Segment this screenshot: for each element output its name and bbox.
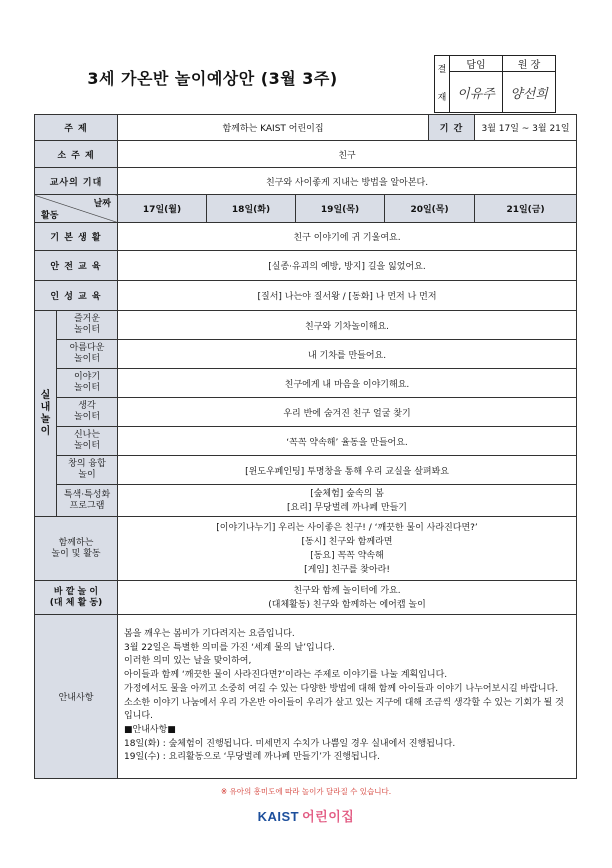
notice-line: ■안내사항■	[124, 724, 176, 735]
indoor-row	[35, 398, 577, 427]
expectation-label: 교사의 기대	[35, 168, 118, 195]
approval-side-label: 결 재	[435, 56, 450, 113]
notice-line: 3월 22일은 특별한 의미를 가진 ‘세계 물의 날’입니다.	[124, 642, 335, 653]
theme-label: 주 제	[35, 115, 118, 141]
row-basic	[35, 223, 577, 251]
row-days	[35, 195, 577, 223]
indoor-row	[35, 427, 577, 456]
subtheme-label: 소 주 제	[35, 141, 118, 168]
row-safety	[35, 251, 577, 281]
basic-life-value: 친구 이야기에 귀 기울여요.	[118, 223, 577, 251]
row-theme	[35, 115, 577, 141]
footer-note: ※ 유아의 흥미도에 따라 놀이가 달라질 수 있습니다.	[220, 787, 392, 796]
row-character	[35, 281, 577, 311]
row-outdoor	[35, 581, 577, 615]
character-value: [질서] 나는야 질서왕 / [동화] 나 먼저 나 먼저	[118, 281, 577, 311]
corner-activity-label: 활동	[41, 211, 59, 221]
indoor-item-label: 이야기 놀이터	[57, 369, 118, 398]
indoor-item-label: 즐거운 놀이터	[57, 311, 118, 340]
outdoor-value: 친구와 함께 놀이터에 가요. (대체활동) 친구와 함께하는 에어캡 놀이	[118, 581, 577, 615]
subtheme-value: 친구	[118, 141, 577, 168]
notice-body	[118, 615, 577, 779]
notice-line: 이러한 의미 있는 날을 맞이하여,	[124, 656, 252, 667]
row-together	[35, 517, 577, 581]
indoor-item-value: 우리 반에 숨겨진 친구 얼굴 찾기	[118, 398, 577, 427]
corner-date-label: 날짜	[93, 199, 111, 209]
director-signature: 양선희	[503, 72, 556, 113]
approval-header-director: 원 장	[503, 56, 556, 72]
approval-box	[434, 55, 556, 113]
logo-ko: 어린이집	[302, 810, 355, 825]
indoor-row	[35, 369, 577, 398]
notice-line: 아이들과 함께 ‘깨끗한 물이 사라진다면?’이라는 주제로 이야기를 나눌 계획입니다.	[124, 670, 448, 681]
day-header: 18일(화)	[207, 195, 296, 223]
period-value: 3월 17일 ~ 3월 21일	[475, 115, 577, 141]
indoor-item-label: 생각 놀이터	[57, 398, 118, 427]
indoor-row	[35, 311, 577, 340]
indoor-item-label: 아름다운 놀이터	[57, 340, 118, 369]
day-header: 19일(목)	[296, 195, 385, 223]
approval-header-teacher: 담임	[450, 56, 503, 72]
notice-line: 가정에서도 물을 아끼고 소중히 여길 수 있는 다양한 방법에 대해 함께 아이들과 이야기 나누어보시길 바랍니다.	[124, 683, 559, 694]
period-label: 기 간	[429, 115, 475, 141]
page-title: 3세 가온반 놀이예상안 (3월 3주)	[87, 69, 338, 88]
indoor-play-label: 실 내 놀 이	[35, 311, 57, 517]
kaist-logo	[0, 806, 612, 825]
indoor-row	[35, 456, 577, 485]
logo-en: KAIST	[257, 809, 300, 824]
indoor-item-value: ‘꼭꼭 약속해’ 율동을 만들어요.	[118, 427, 577, 456]
special-program-value: [숲체험] 숲속의 봄 [요리] 무당벌레 까나페 만들기	[118, 485, 577, 517]
day-header: 17일(월)	[118, 195, 207, 223]
notice-line: 봄을 깨우는 봄비가 기다려지는 요즘입니다.	[124, 628, 295, 639]
outdoor-label: 바 깥 놀 이 (대 체 활 동)	[35, 581, 118, 615]
plan-table	[34, 114, 577, 779]
notice-line: 18일(화) : 숲체험이 진행됩니다. 미세먼지 수치가 나쁨일 경우 실내에서 진행됩니다.	[124, 738, 456, 749]
teacher-signature: 이유주	[450, 72, 503, 113]
special-program-label: 특색·특성화 프로그램	[57, 485, 118, 517]
indoor-item-value: [윈도우페인팅] 투명창을 통해 우리 교실을 살펴봐요	[118, 456, 577, 485]
indoor-item-value: 친구와 기차놀이해요.	[118, 311, 577, 340]
together-label: 함께하는 놀이 및 활동	[35, 517, 118, 581]
day-header: 21일(금)	[475, 195, 577, 223]
notice-label: 안내사항	[35, 615, 118, 779]
row-subtheme	[35, 141, 577, 168]
row-expectation	[35, 168, 577, 195]
row-notice	[35, 615, 577, 779]
special-program-row	[35, 485, 577, 517]
together-value: [이야기나누기] 우리는 사이좋은 친구! / ‘깨끗한 물이 사라진다면?’ [동시] 친구와 함께라면 [동요] 꼭꼭 약속해 [게임] 친구를 찾아라!	[118, 517, 577, 581]
indoor-item-label: 신나는 놀이터	[57, 427, 118, 456]
expectation-value: 친구와 사이좋게 지내는 방법을 알아본다.	[118, 168, 577, 195]
notice-line: 19일(수) : 요리활동으로 ‘무당벌레 까나페 만들기’가 진행됩니다.	[124, 752, 380, 763]
character-label: 인 성 교 육	[35, 281, 118, 311]
notice-line: 소소한 이야기 나눔에서 우리 가온반 아이들이 우리가 살고 있는 지구에 대해 조금씩 생각할 수 있는 기회가 될 것입니다.	[124, 697, 564, 722]
date-activity-corner	[35, 195, 118, 223]
safety-value: [실종·유괴의 예방, 방지] 길을 잃었어요.	[118, 251, 577, 281]
indoor-row	[35, 340, 577, 369]
day-header: 20일(목)	[385, 195, 475, 223]
indoor-item-label: 창의 융합 놀이	[57, 456, 118, 485]
indoor-item-value: 내 기차를 만들어요.	[118, 340, 577, 369]
safety-label: 안 전 교 육	[35, 251, 118, 281]
basic-life-label: 기 본 생 활	[35, 223, 118, 251]
indoor-item-value: 친구에게 내 마음을 이야기해요.	[118, 369, 577, 398]
theme-value: 함께하는 KAIST 어린이집	[118, 115, 429, 141]
